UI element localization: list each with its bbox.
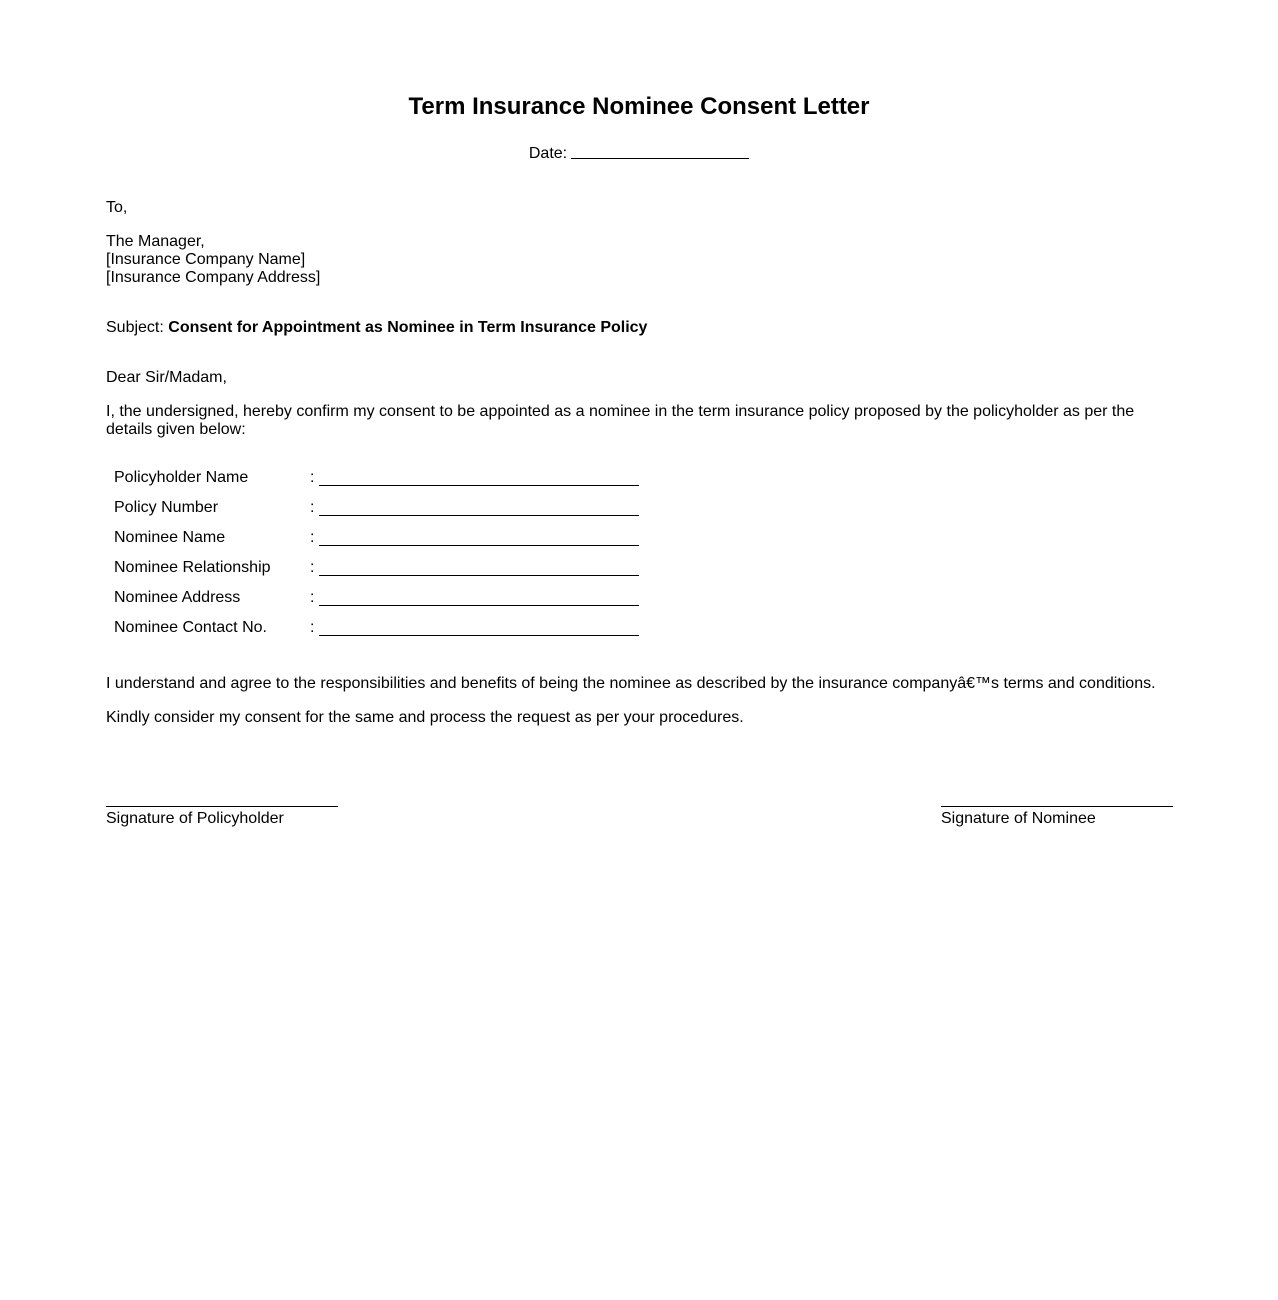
field-colon: : [310,529,315,546]
policyholder-signature-block [106,806,338,828]
date-label: Date: [528,145,568,162]
policyholder-name-blank[interactable] [319,485,639,486]
field-colon: : [310,619,315,636]
nominee-address-blank[interactable] [319,605,639,606]
field-label: Nominee Address [114,589,241,606]
subject-label: Subject: [106,319,164,336]
intro-paragraph: I, the undersigned, hereby confirm my consent to be appointed as a nominee in the term insurance policy proposed by the policyholder as per the details given below: [106,403,1135,438]
recipient-line-1: The Manager, [106,233,205,250]
agreement-paragraph: I understand and agree to the responsibilities and benefits of being the nominee as described by the insurance companyâ€™s terms and conditions. [106,675,1156,692]
nominee-contact-blank[interactable] [319,635,639,636]
recipient-line-2: [Insurance Company Name] [106,251,306,268]
field-colon: : [310,499,315,516]
field-colon: : [310,589,315,606]
nominee-relationship-blank[interactable] [319,575,639,576]
recipient-line-3: [Insurance Company Address] [106,269,321,286]
subject-text: Consent for Appointment as Nominee in Term Insurance Policy [168,319,648,336]
nominee-signature-line[interactable] [941,806,1173,807]
field-colon: : [310,469,315,486]
greeting: Dear Sir/Madam, [106,369,227,386]
closing-paragraph: Kindly consider my consent for the same and process the request as per your procedures. [106,709,744,726]
field-label: Policy Number [114,499,219,516]
subject-line [106,319,647,337]
nominee-signature-label: Signature of Nominee [941,810,1096,827]
policyholder-signature-label: Signature of Policyholder [106,810,284,827]
field-label: Nominee Name [114,529,226,546]
date-row [0,141,1278,164]
policyholder-signature-line[interactable] [106,806,338,807]
salutation-to: To, [106,199,128,216]
field-label: Nominee Relationship [114,559,271,576]
field-label: Nominee Contact No. [114,619,267,636]
nominee-signature-block [941,806,1173,828]
field-colon: : [310,559,315,576]
recipient-address [106,233,320,287]
document-title: Term Insurance Nominee Consent Letter [408,93,870,120]
policy-number-blank[interactable] [319,515,639,516]
field-label: Policyholder Name [114,469,249,486]
nominee-name-blank[interactable] [319,545,639,546]
date-blank-line[interactable] [571,142,749,159]
